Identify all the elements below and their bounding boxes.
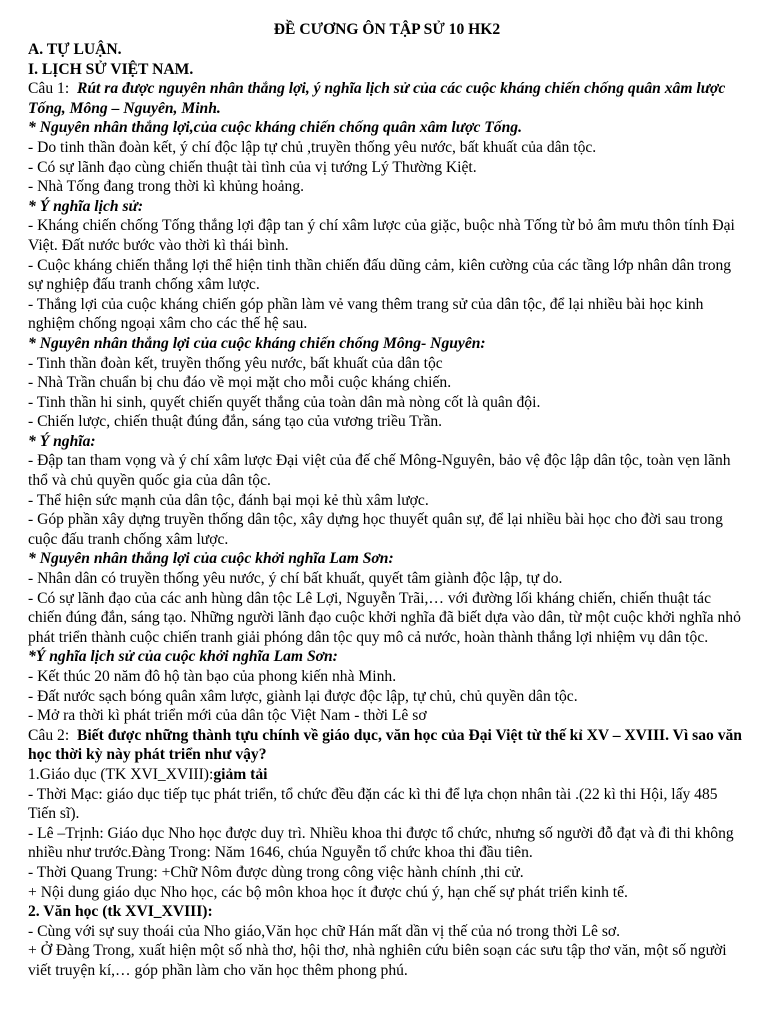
- list-item: - Thời Mạc: giáo dục tiếp tục phát triển, tổ chức đều đặn các kì thi để lựa chọn nhân tài .(22 kì thi Hội, lấy 485 Tiến sĩ).: [28, 785, 718, 823]
- list-item: - Tinh thần đoàn kết, truyền thống yêu nước, bất khuất của dân tộc: [28, 354, 443, 372]
- question-text: Rút ra được nguyên nhân thắng lợi, ý nghĩa lịch sử của các cuộc kháng chiến chống quân xâm lược Tống, Mông – Nguyên, Minh.: [28, 80, 726, 117]
- list-item: - Đập tan tham vọng và ý chí xâm lược Đại việt của đế chế Mông-Nguyên, bảo vệ độc lập dân tộc, toàn vẹn lãnh thổ và chủ quyền quốc gia của dân tộc.: [28, 452, 731, 490]
- list-item: - Kháng chiến chống Tống thắng lợi đập tan ý chí xâm lược của giặc, buộc nhà Tống từ bỏ âm mưu thôn tính Đại Việt. Đất nước bước vào thời kì thái bình.: [28, 217, 735, 254]
- section-heading: I. LỊCH SỬ VIỆT NAM.: [28, 60, 194, 78]
- list-item: - Thời Quang Trung: +Chữ Nôm được dùng trong công việc hành chính ,thi cử.: [28, 863, 524, 881]
- list-item: - Lê –Trịnh: Giáo dục Nho học được duy trì. Nhiều khoa thi được tổ chức, nhưng số người đỗ đạt và đi thi không nhiều như trước.Đàng Trong: Năm 1646, chúa Nguyễn tổ chức khoa thi đầu tiên.: [28, 824, 734, 862]
- question-label: Câu 1:: [28, 80, 70, 98]
- document-title: ĐỀ CƯƠNG ÔN TẬP SỬ 10 HK2: [273, 21, 501, 38]
- subheading-lamson-meaning: *Ý nghĩa lịch sử của cuộc khởi nghĩa Lam Sơn:: [28, 648, 338, 666]
- list-item: + Ở Đàng Trong, xuất hiện một số nhà thơ, hội thơ, nhà nghiên cứu biên soạn các sưu tập thơ văn, một số người viết truyện kí,… góp phần làm cho văn học thêm phong phú.: [28, 942, 727, 979]
- question-2: [28, 726, 746, 765]
- list-item: - Góp phần xây dựng truyền thống dân tộc, xây dựng học thuyết quân sự, để lại nhiều bài học cho đời sau trong cuộc đấu tranh chống xâm lược.: [28, 511, 723, 548]
- list-item: - Thể hiện sức mạnh của dân tộc, đánh bại mọi kẻ thù xâm lược.: [28, 491, 429, 509]
- part-heading: A. TỰ LUẬN.: [28, 41, 122, 58]
- list-item: - Kết thúc 20 năm đô hộ tàn bạo của phong kiến nhà Minh.: [28, 668, 397, 685]
- list-item: - Nhà Trần chuẩn bị chu đáo về mọi mặt cho mỗi cuộc kháng chiến.: [28, 374, 452, 392]
- list-item: - Tinh thần hi sinh, quyết chiến quyết thắng của toàn dân mà nòng cốt là quân đội.: [28, 393, 541, 411]
- subheading-tong-cause: * Nguyên nhân thắng lợi,của cuộc kháng chiến chống quân xâm lược Tống.: [28, 119, 522, 137]
- subheading-mong-meaning: * Ý nghĩa:: [28, 432, 96, 450]
- list-item: - Mở ra thời kì phát triển mới của dân tộc Việt Nam - thời Lê sơ: [28, 707, 427, 725]
- list-item: - Cuộc kháng chiến thắng lợi thể hiện tinh thần chiến đấu dũng cảm, kiên cường của các tầng lớp nhân dân trong sự nghiệp đấu tranh chống xâm lược.: [28, 256, 732, 294]
- list-item: - Nhà Tống đang trong thời kì khủng hoảng.: [28, 178, 305, 196]
- education-heading-note: giảm tải: [213, 765, 268, 783]
- list-item: - Chiến lược, chiến thuật đúng đắn, sáng tạo của vương triều Trần.: [28, 413, 443, 431]
- education-heading-label: 1.Giáo dục (TK XVI_XVIII):: [28, 765, 214, 783]
- question-text: Biết được những thành tựu chính về giáo dục, văn học của Đại Việt từ thế kỉ XV – XVIII. Vì sao văn học thời kỳ này phát triển như vậy?: [28, 726, 742, 764]
- list-item: - Nhân dân có truyền thống yêu nước, ý chí bất khuất, quyết tâm giành độc lập, tự do.: [28, 570, 563, 588]
- subheading-lamson-cause: * Nguyên nhân thắng lợi của cuộc khởi nghĩa Lam Sơn:: [28, 550, 394, 568]
- subheading-education: [28, 765, 746, 785]
- list-item: - Do tinh thần đoàn kết, ý chí độc lập tự chủ ,truyền thống yêu nước, bất khuất của dân tộc.: [28, 138, 597, 156]
- question-label: Câu 2:: [28, 726, 70, 744]
- subheading-tong-meaning: * Ý nghĩa lịch sử:: [28, 197, 144, 215]
- list-item: + Nội dung giáo dục Nho học, các bộ môn khoa học ít được chú ý, hạn chế sự phát triển kinh tế.: [28, 883, 628, 901]
- list-item: - Đất nước sạch bóng quân xâm lược, giành lại được độc lập, tự chủ, chủ quyền dân tộc.: [28, 687, 578, 705]
- question-1: [28, 79, 746, 118]
- subheading-mong-cause: * Nguyên nhân thắng lợi của cuộc kháng chiến chống Mông- Nguyên:: [28, 334, 486, 352]
- list-item: - Có sự lãnh đạo của các anh hùng dân tộc Lê Lợi, Nguyễn Trãi,… với đường lối kháng chiến, chiến thuật tác chiến đúng đắn, sáng tạo. Những người lãnh đạo cuộc khởi nghĩa đã biết dựa vào dân, từ một cuộc khởi nghĩa nhỏ phát triển thành cuộc chiến tranh giải phóng dân tộc quy mô cả nước, hoàn thành thắng lợi nhiệm vụ dân tộc.: [28, 589, 741, 646]
- list-item: - Thắng lợi của cuộc kháng chiến góp phần làm vẻ vang thêm trang sử của dân tộc, để lại nhiều bài học kinh nghiệm chống ngoại xâm cho các thế hệ sau.: [28, 295, 704, 333]
- subheading-literature: 2. Văn học (tk XVI_XVIII):: [28, 903, 213, 921]
- list-item: - Có sự lãnh đạo cùng chiến thuật tài tình của vị tướng Lý Thường Kiệt.: [28, 158, 477, 176]
- list-item: - Cùng với sự suy thoái của Nho giáo,Văn học chữ Hán mất dần vị thế của nó trong thời Lê sơ.: [28, 922, 621, 940]
